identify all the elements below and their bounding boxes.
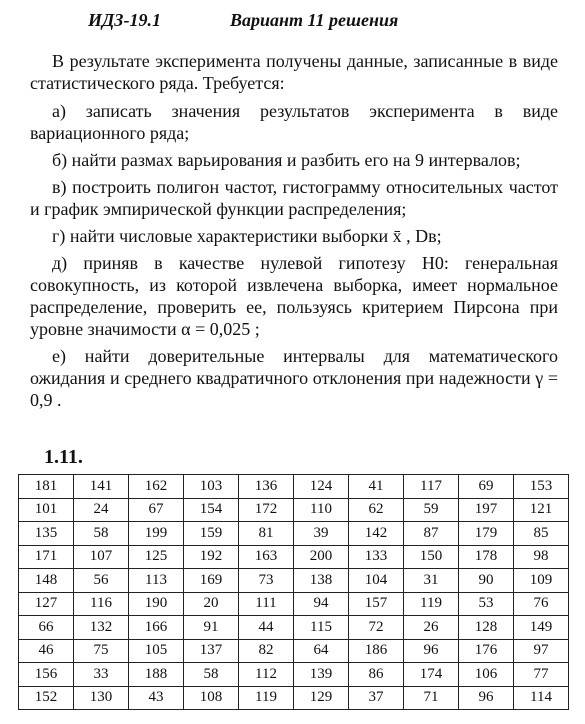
table-cell: 157 <box>349 592 404 616</box>
data-table <box>18 474 569 710</box>
table-cell: 104 <box>349 569 404 593</box>
table-cell: 190 <box>129 592 184 616</box>
task-item-e: д) приняв в качестве нулевой гипотезу H0: генеральная совокупность, из которой извлечена выборка, имеет нормальное распределение, проверить ее, пользуясь критерием Пирсона при уровне значимости α = 0,025 ; <box>30 253 558 339</box>
table-cell: 162 <box>129 475 184 499</box>
table-cell: 106 <box>459 663 514 687</box>
table-cell: 121 <box>514 498 569 522</box>
table-cell: 98 <box>514 545 569 569</box>
table-cell: 181 <box>19 475 74 499</box>
table-cell: 81 <box>239 522 294 546</box>
table-cell: 56 <box>74 569 129 593</box>
table-cell: 174 <box>404 663 459 687</box>
table-cell: 116 <box>74 592 129 616</box>
task-item-d: г) найти числовые характеристики выборки x̄ , Dв; <box>52 226 442 246</box>
table-cell: 33 <box>74 663 129 687</box>
variant-title: Вариант 11 решения <box>230 10 399 30</box>
table-cell: 119 <box>404 592 459 616</box>
table-cell: 132 <box>74 616 129 640</box>
table-cell: 172 <box>239 498 294 522</box>
table-cell: 101 <box>19 498 74 522</box>
table-cell: 141 <box>74 475 129 499</box>
table-cell: 71 <box>404 686 459 710</box>
table-cell: 69 <box>459 475 514 499</box>
table-cell: 112 <box>239 663 294 687</box>
table-cell: 97 <box>514 639 569 663</box>
table-cell: 150 <box>404 545 459 569</box>
table-cell: 133 <box>349 545 404 569</box>
table-cell: 26 <box>404 616 459 640</box>
table-cell: 139 <box>294 663 349 687</box>
table-cell: 186 <box>349 639 404 663</box>
table-cell: 199 <box>129 522 184 546</box>
table-row <box>19 545 569 569</box>
table-cell: 136 <box>239 475 294 499</box>
table-cell: 91 <box>184 616 239 640</box>
table-cell: 178 <box>459 545 514 569</box>
table-cell: 128 <box>459 616 514 640</box>
task-item-a: а) записать значения результатов эксперимента в виде вариационного ряда; <box>30 101 558 143</box>
table-cell: 130 <box>74 686 129 710</box>
table-row <box>19 686 569 710</box>
table-row <box>19 663 569 687</box>
table-cell: 94 <box>294 592 349 616</box>
table-cell: 58 <box>184 663 239 687</box>
table-cell: 58 <box>74 522 129 546</box>
table-cell: 64 <box>294 639 349 663</box>
table-cell: 41 <box>349 475 404 499</box>
table-cell: 53 <box>459 592 514 616</box>
table-cell: 115 <box>294 616 349 640</box>
table-cell: 156 <box>19 663 74 687</box>
table-cell: 138 <box>294 569 349 593</box>
table-cell: 24 <box>74 498 129 522</box>
table-cell: 110 <box>294 498 349 522</box>
problem-number: 1.11. <box>44 446 83 468</box>
table-row <box>19 616 569 640</box>
table-cell: 73 <box>239 569 294 593</box>
table-cell: 107 <box>74 545 129 569</box>
task-item-c: в) построить полигон частот, гистограмму относительных частот и график эмпирической функции распределения; <box>30 177 558 219</box>
table-cell: 86 <box>349 663 404 687</box>
table-cell: 148 <box>19 569 74 593</box>
table-cell: 31 <box>404 569 459 593</box>
table-cell: 200 <box>294 545 349 569</box>
table-cell: 163 <box>239 545 294 569</box>
table-cell: 137 <box>184 639 239 663</box>
table-cell: 149 <box>514 616 569 640</box>
table-cell: 176 <box>459 639 514 663</box>
table-cell: 159 <box>184 522 239 546</box>
table-cell: 85 <box>514 522 569 546</box>
table-cell: 154 <box>184 498 239 522</box>
table-cell: 76 <box>514 592 569 616</box>
table-cell: 66 <box>19 616 74 640</box>
assignment-id: ИДЗ-19.1 <box>88 10 161 30</box>
table-cell: 124 <box>294 475 349 499</box>
table-row <box>19 522 569 546</box>
table-cell: 192 <box>184 545 239 569</box>
table-cell: 96 <box>404 639 459 663</box>
table-cell: 119 <box>239 686 294 710</box>
table-cell: 179 <box>459 522 514 546</box>
table-cell: 72 <box>349 616 404 640</box>
task-item-f: е) найти доверительные интервалы для математического ожидания и среднего квадратичного отклонения при надежности γ = 0,9 . <box>30 346 558 410</box>
table-cell: 62 <box>349 498 404 522</box>
document-header <box>88 10 399 31</box>
table-cell: 103 <box>184 475 239 499</box>
task-item-b: б) найти размах варьирования и разбить его на 9 интервалов; <box>52 150 521 170</box>
table-cell: 152 <box>19 686 74 710</box>
table-cell: 125 <box>129 545 184 569</box>
table-row <box>19 498 569 522</box>
table-cell: 127 <box>19 592 74 616</box>
task-description <box>30 50 558 416</box>
table-cell: 46 <box>19 639 74 663</box>
table-cell: 142 <box>349 522 404 546</box>
table-cell: 108 <box>184 686 239 710</box>
table-cell: 67 <box>129 498 184 522</box>
table-row <box>19 475 569 499</box>
task-intro: В результате эксперимента получены данные, записанные в виде статистического ряда. Требуется: <box>30 51 558 93</box>
table-cell: 37 <box>349 686 404 710</box>
table-cell: 114 <box>514 686 569 710</box>
table-cell: 111 <box>239 592 294 616</box>
table-row <box>19 639 569 663</box>
table-cell: 20 <box>184 592 239 616</box>
table-cell: 166 <box>129 616 184 640</box>
table-cell: 135 <box>19 522 74 546</box>
table-cell: 82 <box>239 639 294 663</box>
table-cell: 109 <box>514 569 569 593</box>
table-cell: 113 <box>129 569 184 593</box>
table-cell: 105 <box>129 639 184 663</box>
table-cell: 75 <box>74 639 129 663</box>
table-cell: 90 <box>459 569 514 593</box>
table-cell: 59 <box>404 498 459 522</box>
table-cell: 44 <box>239 616 294 640</box>
table-cell: 87 <box>404 522 459 546</box>
table-cell: 39 <box>294 522 349 546</box>
table-cell: 171 <box>19 545 74 569</box>
table-cell: 188 <box>129 663 184 687</box>
table-cell: 197 <box>459 498 514 522</box>
table-row <box>19 592 569 616</box>
table-cell: 77 <box>514 663 569 687</box>
table-cell: 153 <box>514 475 569 499</box>
table-cell: 129 <box>294 686 349 710</box>
table-cell: 169 <box>184 569 239 593</box>
table-cell: 117 <box>404 475 459 499</box>
table-cell: 43 <box>129 686 184 710</box>
table-cell: 96 <box>459 686 514 710</box>
table-row <box>19 569 569 593</box>
